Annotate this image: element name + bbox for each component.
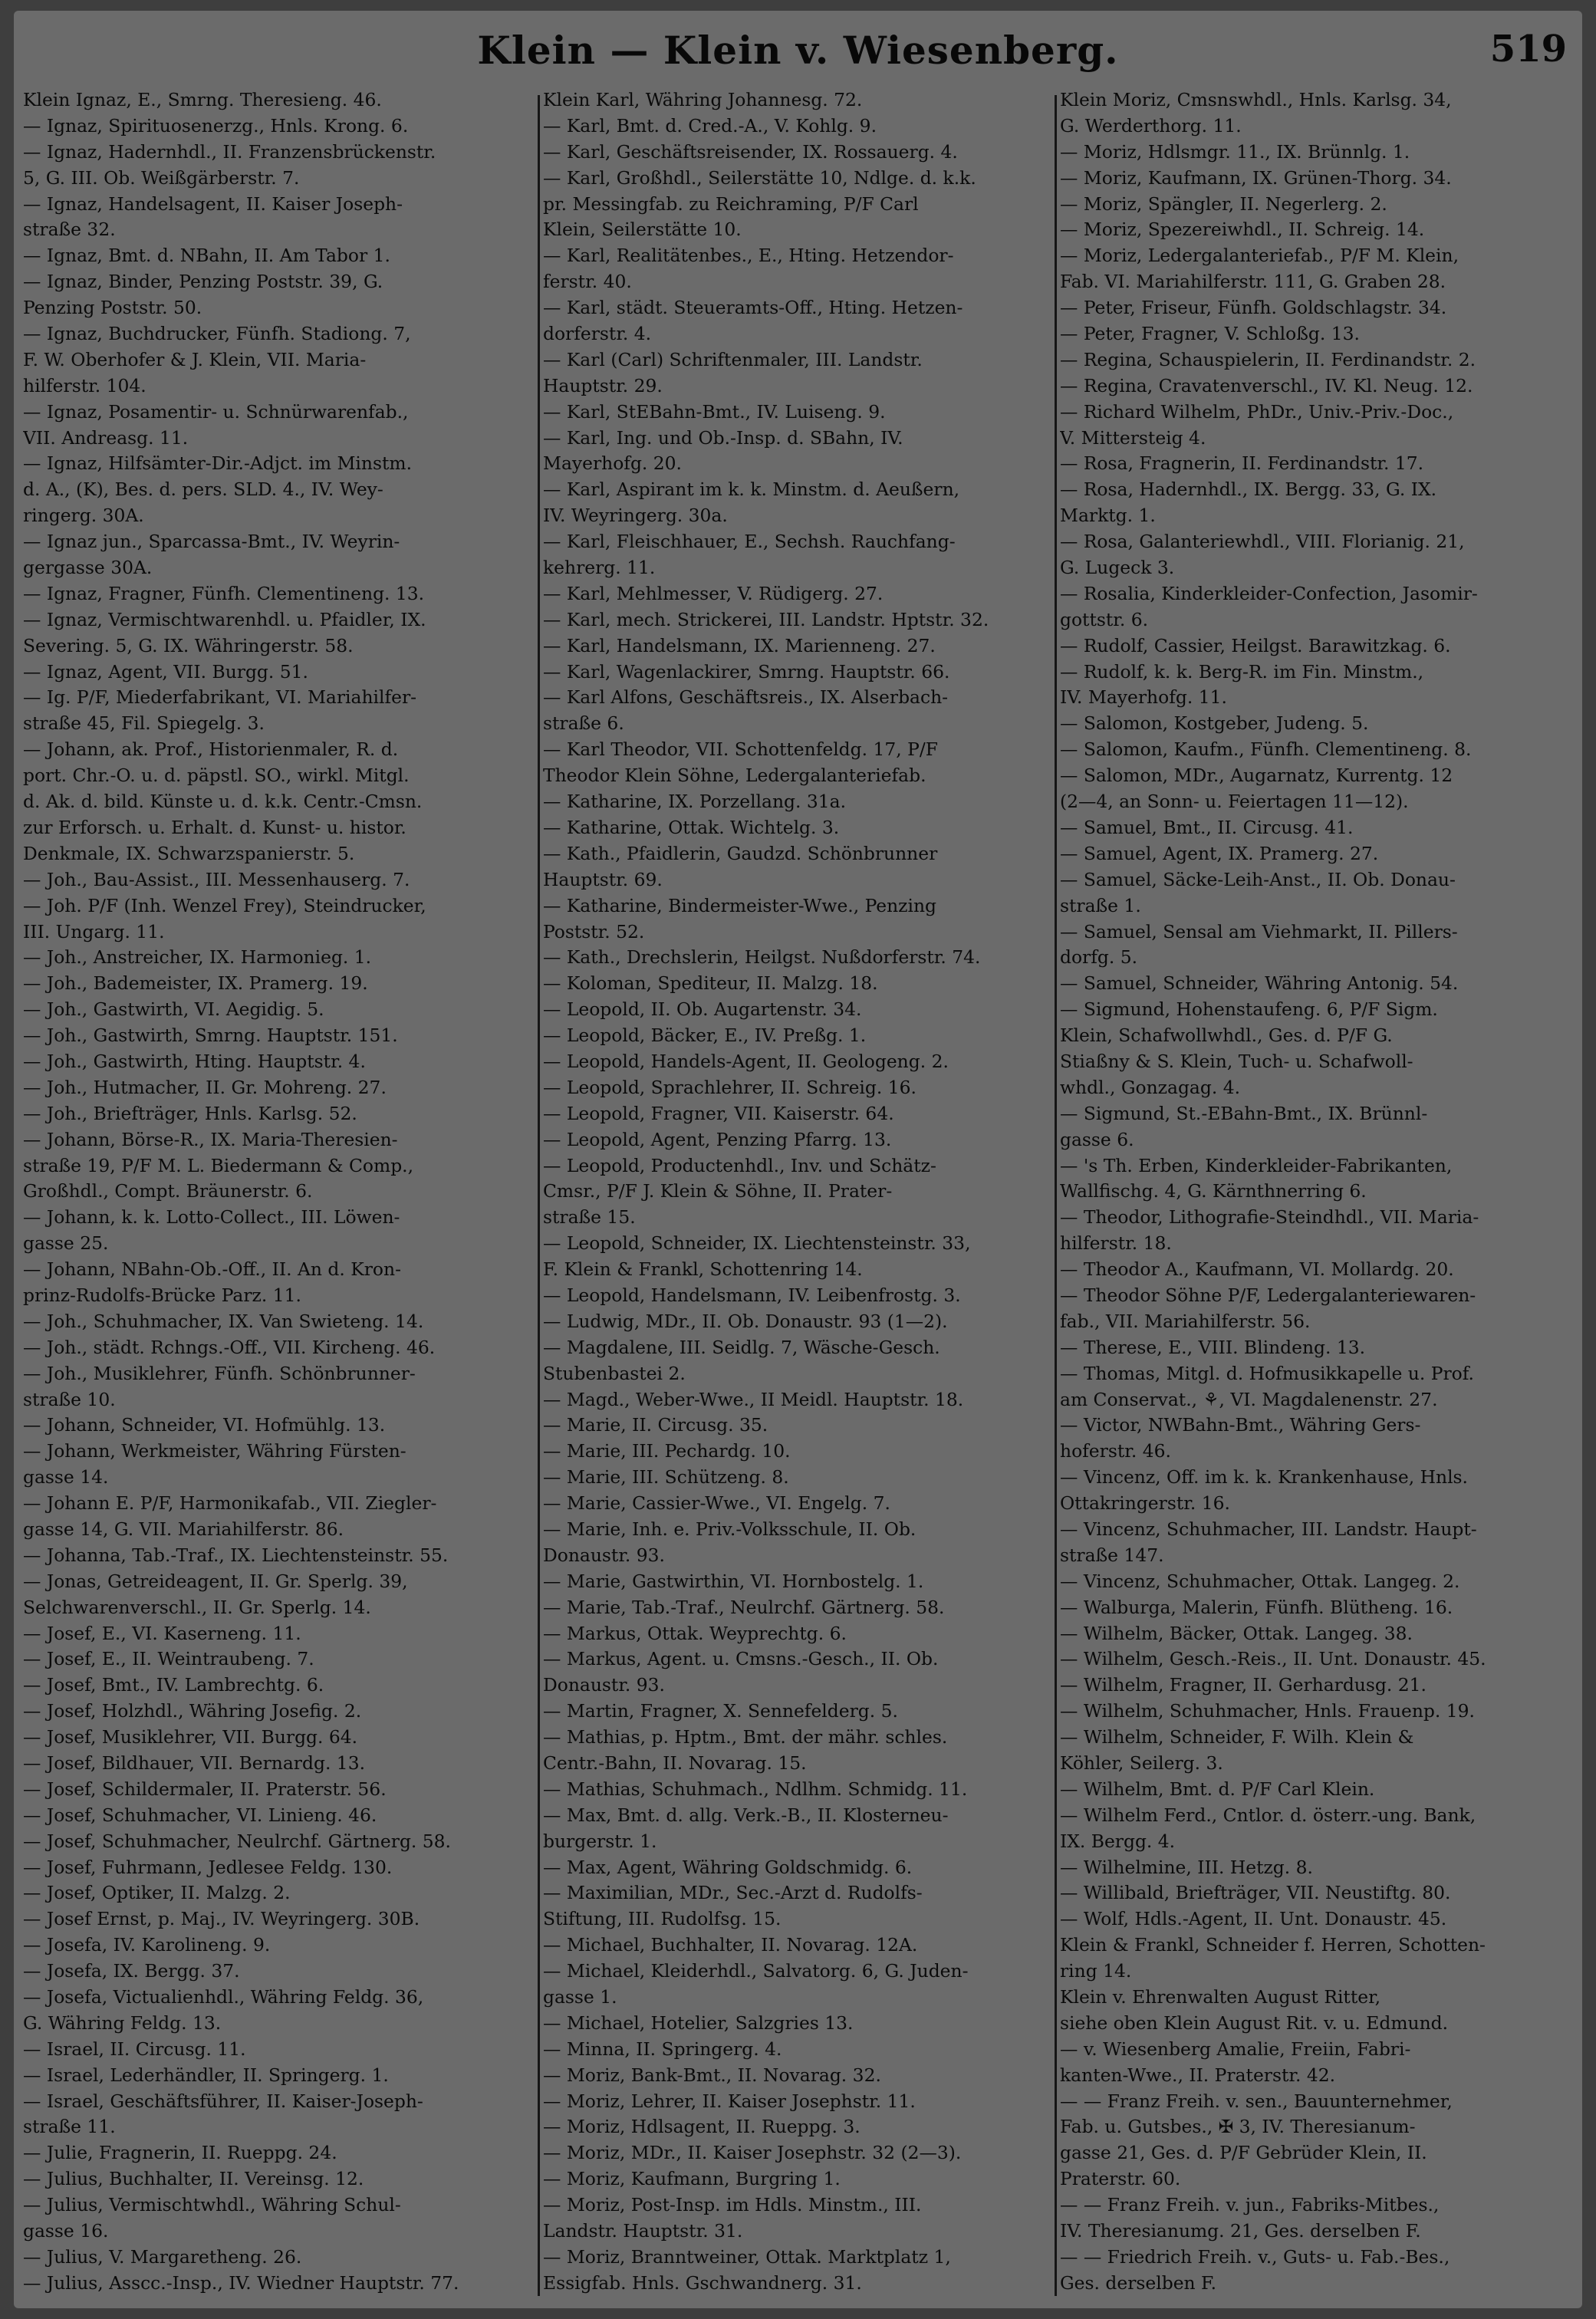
directory-entry-line: F. Klein & Frankl, Schottenring 14. [543,1258,863,1281]
directory-entry-line: — Rosa, Fragnerin, II. Ferdinandstr. 17. [1060,452,1424,475]
directory-entry-line: Centr.-Bahn, II. Novarag. 15. [543,1752,807,1774]
directory-entry-line: straße 10. [23,1388,116,1410]
directory-entry-line: — Joh., Schuhmacher, IX. Van Swieteng. 14. [23,1310,424,1332]
directory-entry-line: — Wilhelm, Gesch.-Reis., II. Unt. Donaustr. 45. [1060,1648,1486,1670]
directory-entry-line: — Joh., Gastwirth, Smrng. Hauptstr. 151. [23,1025,398,1047]
directory-entry-line: Klein, Seilerstätte 10. [543,219,742,241]
directory-entry-line: Penzing Poststr. 50. [23,297,202,319]
directory-entry-line: — Karl, Bmt. d. Cred.-A., V. Kohlg. 9. [543,114,877,137]
directory-entry-line: — Theodor Söhne P/F, Ledergalanteriewaren- [1060,1284,1476,1306]
directory-entry-line: — Moriz, Spängler, II. Negerlerg. 2. [1060,192,1387,215]
directory-entry-line: — Josef, Schuhmacher, Neulrchf. Gärtnerg. 58. [23,1830,451,1852]
directory-entry-line: — Ignaz, Binder, Penzing Poststr. 39, G. [23,271,383,293]
directory-entry-line: — Karl, StEBahn-Bmt., IV. Luiseng. 9. [543,400,886,423]
directory-entry-line: Hauptstr. 29. [543,374,663,396]
directory-entry-line: — Marie, III. Schützeng. 8. [543,1466,789,1488]
directory-entry-line: — Moriz, MDr., II. Kaiser Josephstr. 32 (2—3). [543,2142,962,2164]
directory-entry-line: — Samuel, Säcke-Leih-Anst., II. Ob. Donau- [1060,868,1456,890]
directory-entry-line: gasse 14. [23,1466,109,1488]
directory-entry-line: — Therese, E., VIII. Blindeng. 13. [1060,1336,1366,1358]
directory-entry-line: — Julius, V. Margaretheng. 26. [23,2245,302,2268]
directory-entry-line: — Josef, Schildermaler, II. Praterstr. 56. [23,1778,387,1800]
directory-entry-line: straße 1. [1060,894,1141,916]
directory-entry-line: pr. Messingfab. zu Reichraming, P/F Carl [543,192,919,215]
directory-entry-line: — Vincenz, Schuhmacher, Ottak. Langeg. 2. [1060,1570,1460,1592]
directory-entry-line: — Israel, Lederhändler, II. Springerg. 1. [23,2064,389,2086]
directory-entry-line: — Joh., Gastwirth, Hting. Hauptstr. 4. [23,1050,366,1072]
directory-entry-line: — Josef, Holzhdl., Währing Josefig. 2. [23,1700,362,1722]
directory-entry-line: — Michael, Kleiderhdl., Salvatorg. 6, G. Juden- [543,1960,969,1982]
directory-entry-line: ringerg. 30A. [23,505,144,527]
directory-entry-line: — Vincenz, Off. im k. k. Krankenhause, Hnls. [1060,1466,1468,1488]
directory-entry-line: — Marie, Gastwirthin, VI. Hornbostelg. 1. [543,1570,924,1592]
directory-entry-line: — Walburga, Malerin, Fünfh. Blütheng. 16. [1060,1596,1453,1618]
directory-entry-line: — Ignaz jun., Sparcassa-Bmt., IV. Weyrin- [23,531,400,553]
directory-entry-line: — Samuel, Schneider, Währing Antonig. 54. [1060,972,1459,995]
directory-entry-line: — Karl Theodor, VII. Schottenfeldg. 17, P/F [543,738,938,761]
directory-entry-line: dorferstr. 4. [543,323,652,345]
directory-entry-line: — Leopold, Fragner, VII. Kaiserstr. 64. [543,1102,894,1124]
directory-entry-line: IV. Weyringerg. 30a. [543,505,728,527]
directory-entry-line: Ges. derselben F. [1060,2271,1217,2294]
directory-entry-line: — Theodor A., Kaufmann, VI. Mollardg. 20. [1060,1258,1454,1281]
directory-entry-line: — Josef, Fuhrmann, Jedlesee Feldg. 130. [23,1856,393,1878]
directory-entry-line: gottstr. 6. [1060,608,1149,630]
directory-entry-line: — Jonas, Getreideagent, II. Gr. Sperlg. 39, [23,1570,408,1592]
page-header [14,11,1582,84]
directory-entry-line: Stiaßny & S. Klein, Tuch- u. Schafwoll- [1060,1050,1413,1072]
directory-entry-line: — Johann, k. k. Lotto-Collect., III. Löwen- [23,1206,400,1229]
directory-entry-line: — Karl, Ing. und Ob.-Insp. d. SBahn, IV. [543,426,903,449]
directory-entry-line: Klein, Schafwollwhdl., Ges. d. P/F G. [1060,1025,1393,1047]
directory-entry-line: — Karl, Fleischhauer, E., Sechsh. Rauchfang- [543,531,956,553]
directory-entry-line: — Marie, Cassier-Wwe., VI. Engelg. 7. [543,1492,890,1515]
directory-entry-line: — Salomon, Kaufm., Fünfh. Clementineng. 8. [1060,738,1472,761]
column-divider [1055,95,1057,2296]
directory-entry-line: — Moriz, Kaufmann, Burgring 1. [543,2168,841,2190]
directory-entry-line: — Leopold, Sprachlehrer, II. Schreig. 16. [543,1076,916,1098]
directory-entry-line: Denkmale, IX. Schwarzspanierstr. 5. [23,842,355,864]
directory-entry-line: Cmsr., P/F J. Klein & Söhne, II. Prater- [543,1180,893,1202]
directory-entry-line: am Conservat., ⚘, VI. Magdalenenstr. 27. [1060,1388,1438,1410]
directory-entry-line: — Karl, Handelsmann, IX. Marienneng. 27. [543,634,936,656]
directory-entry-line: Fab. VI. Mariahilferstr. 111, G. Graben 28. [1060,271,1446,293]
directory-entry-line: — Richard Wilhelm, PhDr., Univ.-Priv.-Doc., [1060,400,1454,423]
directory-entry-line: G. Werderthorg. 11. [1060,114,1242,137]
directory-entry-line: — Vincenz, Schuhmacher, III. Landstr. Haupt- [1060,1518,1477,1540]
directory-entry-line: — Magd., Weber-Wwe., II Meidl. Hauptstr. 18. [543,1388,964,1410]
directory-entry-line: — Johanna, Tab.-Traf., IX. Liechtensteinstr. 55. [23,1544,449,1566]
directory-entry-line: Essigfab. Hnls. Gschwandnerg. 31. [543,2271,862,2294]
directory-entry-line: Donaustr. 93. [543,1674,665,1696]
directory-entry-line: — Wilhelm, Schneider, F. Wilh. Klein & [1060,1726,1414,1748]
directory-entry-line: — Joh., Gastwirth, VI. Aegidig. 5. [23,998,324,1021]
directory-entry-line: Theodor Klein Söhne, Ledergalanteriefab. [543,765,926,787]
directory-entry-line: — Wilhelm, Bmt. d. P/F Carl Klein. [1060,1778,1375,1800]
directory-entry-line: — Joh., Bademeister, IX. Pramerg. 19. [23,972,368,995]
directory-entry-line: Praterstr. 60. [1060,2168,1181,2190]
directory-entry-line: gergasse 30A. [23,557,153,579]
directory-entry-line: fab., VII. Mariahilferstr. 56. [1060,1310,1311,1332]
directory-entry-line: Donaustr. 93. [543,1544,665,1566]
directory-entry-line: — Samuel, Sensal am Viehmarkt, II. Pillers- [1060,920,1458,942]
directory-entry-line: — Ignaz, Posamentir- u. Schnürwarenfab., [23,400,409,423]
directory-entry-line: port. Chr.-O. u. d. päpstl. SO., wirkl. Mitgl. [23,765,410,787]
directory-entry-line: gasse 25. [23,1232,109,1255]
directory-entry-line: — Ignaz, Buchdrucker, Fünfh. Stadiong. 7, [23,323,411,345]
directory-entry-line: — 's Th. Erben, Kinderkleider-Fabrikanten, [1060,1154,1453,1176]
directory-entry-line: — Leopold, Handelsmann, IV. Leibenfrostg. 3. [543,1284,961,1306]
directory-entry-line: — Regina, Cravatenverschl., IV. Kl. Neug. 12. [1060,374,1473,396]
directory-entry-line: — — Friedrich Freih. v., Guts- u. Fab.-Bes., [1060,2245,1450,2268]
directory-entry-line: — Regina, Schauspielerin, II. Ferdinandstr. 2. [1060,348,1476,370]
directory-entry-line: — Max, Bmt. d. allg. Verk.-B., II. Klosterneu- [543,1804,949,1826]
directory-entry-line: — Johann, Werkmeister, Währing Fürsten- [23,1440,406,1462]
directory-page [14,11,1582,2308]
directory-entry-line: — Sigmund, Hohenstaufeng. 6, P/F Sigm. [1060,998,1438,1021]
directory-entry-line: — Josef, E., VI. Kaserneng. 11. [23,1622,301,1644]
directory-entry-line: — Joh. P/F (Inh. Wenzel Frey), Steindrucker, [23,894,426,916]
directory-entry-line: Ottakringerstr. 16. [1060,1492,1230,1515]
page-number: 519 [1489,28,1567,71]
directory-entry-line: — Thomas, Mitgl. d. Hofmusikkapelle u. Prof. [1060,1362,1474,1384]
directory-entry-line: — Ignaz, Hadernhdl., II. Franzensbrückenstr. [23,140,436,163]
directory-entry-line: Wallfischg. 4, G. Kärnthnerring 6. [1060,1180,1367,1202]
directory-entry-line: d. Ak. d. bild. Künste u. d. k.k. Centr.-Cmsn. [23,791,423,813]
directory-entry-line: — Wilhelm, Schuhmacher, Hnls. Frauenp. 19. [1060,1700,1475,1722]
directory-entry-line: VII. Andreasg. 11. [23,426,189,449]
directory-entry-line: — Ignaz, Agent, VII. Burgg. 51. [23,660,308,683]
directory-entry-line: zur Erforsch. u. Erhalt. d. Kunst- u. histor. [23,816,406,838]
directory-entry-line: — — Franz Freih. v. jun., Fabriks-Mitbes., [1060,2194,1440,2216]
directory-entry-line: — Josef, Schuhmacher, VI. Linieng. 46. [23,1804,377,1826]
directory-entry-line: Mayerhofg. 20. [543,452,682,475]
directory-entry-line: — Leopold, Productenhdl., Inv. und Schätz- [543,1154,936,1176]
directory-entry-line: V. Mittersteig 4. [1060,426,1206,449]
page-title: Klein — Klein v. Wiesenberg. [477,28,1119,73]
directory-entry-line: — Martin, Fragner, X. Sennefelderg. 5. [543,1700,898,1722]
directory-entry-line: — Josef, Musiklehrer, VII. Burgg. 64. [23,1726,358,1748]
directory-entry-line: — Wilhelm, Fragner, II. Gerhardusg. 21. [1060,1674,1427,1696]
directory-entry-line: — Katharine, Ottak. Wichtelg. 3. [543,816,840,838]
directory-entry-line: — Katharine, Bindermeister-Wwe., Penzing [543,894,937,916]
directory-entry-line: dorfg. 5. [1060,946,1138,969]
directory-entry-line: hoferstr. 46. [1060,1440,1171,1462]
directory-entry-line: straße 19, P/F M. L. Biedermann & Comp., [23,1154,414,1176]
directory-entry-line: — Josef, Bmt., IV. Lambrechtg. 6. [23,1674,324,1696]
directory-entry-line: Severing. 5, G. IX. Währingerstr. 58. [23,634,354,656]
directory-entry-line: — Karl, mech. Strickerei, III. Landstr. Hptstr. 32. [543,608,989,630]
directory-entry-line: — Karl, Realitätenbes., E., Hting. Hetzendor- [543,245,954,267]
directory-entry-line: Klein Moriz, Cmsnswhdl., Hnls. Karlsg. 34, [1060,89,1452,110]
directory-entry-line: — Karl, Geschäftsreisender, IX. Rossauerg. 4. [543,140,958,163]
directory-entry-line: — Johann E. P/F, Harmonikafab., VII. Ziegler- [23,1492,437,1515]
directory-entry-line: — Rosa, Hadernhdl., IX. Bergg. 33, G. IX. [1060,479,1437,501]
directory-entry-line: ferstr. 40. [543,271,632,293]
directory-entry-line: — Joh., Briefträger, Hnls. Karlsg. 52. [23,1102,357,1124]
directory-entry-line: — Johann, Schneider, VI. Hofmühlg. 13. [23,1414,386,1436]
directory-entry-line: — Josef, Bildhauer, VII. Bernardg. 13. [23,1752,366,1774]
directory-entry-line: — Marie, III. Pechardg. 10. [543,1440,791,1462]
directory-entry-line: — Julius, Vermischtwhdl., Währing Schul- [23,2194,401,2216]
directory-entry-line: burgerstr. 1. [543,1830,657,1852]
directory-entry-line: straße 32. [23,219,116,241]
directory-entry-line: ring 14. [1060,1960,1132,1982]
directory-entry-line: G. Lugeck 3. [1060,557,1175,579]
directory-entry-line: hilferstr. 104. [23,374,146,396]
directory-entry-line: — Moriz, Branntweiner, Ottak. Marktplatz 1, [543,2245,951,2268]
directory-entry-line: IX. Bergg. 4. [1060,1830,1176,1852]
directory-entry-line: — Julius, Asscc.-Insp., IV. Wiedner Hauptstr. 77. [23,2271,459,2294]
directory-entry-line: — — Franz Freih. v. sen., Bauunternehmer, [1060,2090,1453,2112]
directory-entry-line: — Ignaz, Handelsagent, II. Kaiser Joseph- [23,192,403,215]
directory-entry-line: Klein v. Ehrenwalten August Ritter, [1060,1986,1381,2008]
directory-entry-line: — Johann, Börse-R., IX. Maria-Theresien- [23,1128,398,1150]
directory-entry-line: — Joh., städt. Rchngs.-Off., VII. Kircheng. 46. [23,1336,436,1358]
directory-entry-line: — Mathias, Schuhmach., Ndlhm. Schmidg. 11. [543,1778,968,1800]
directory-entry-line: — Joh., Musiklehrer, Fünfh. Schönbrunner- [23,1362,416,1384]
directory-entry-line: — Moriz, Post-Insp. im Hdls. Minstm., III. [543,2194,922,2216]
directory-entry-line: — Katharine, IX. Porzellang. 31a. [543,791,847,813]
directory-entry-line: — Rosa, Galanteriewhdl., VIII. Florianig. 21, [1060,531,1465,553]
directory-entry-line: — Karl, Wagenlackirer, Smrng. Hauptstr. 66. [543,660,950,683]
directory-entry-line: — Karl, Großhdl., Seilerstätte 10, Ndlge. d. k.k. [543,166,976,189]
directory-entry-line: (2—4, an Sonn- u. Feiertagen 11—12). [1060,791,1409,813]
directory-entry-line: — Mathias, p. Hptm., Bmt. der mähr. schles. [543,1726,948,1748]
directory-entry-line: — Josef Ernst, p. Maj., IV. Weyringerg. 30B. [23,1908,420,1930]
directory-entry-line: Stubenbastei 2. [543,1362,686,1384]
directory-entry-line: — Ignaz, Spirituosenerzg., Hnls. Krong. 6. [23,114,409,137]
directory-entry-line: whdl., Gonzagag. 4. [1060,1076,1241,1098]
directory-entry-line: — Kath., Pfaidlerin, Gaudzd. Schönbrunner [543,842,938,864]
directory-entry-line: — Josef, E., II. Weintraubeng. 7. [23,1648,314,1670]
directory-entry-line: — Moriz, Kaufmann, IX. Grünen-Thorg. 34. [1060,166,1452,189]
directory-entry-line: Hauptstr. 69. [543,868,663,890]
directory-entry-line: — Karl, Mehlmesser, V. Rüdigerg. 27. [543,582,884,604]
directory-entry-line: — Moriz, Lehrer, II. Kaiser Josephstr. 11. [543,2090,916,2112]
directory-entry-line: Selchwarenverschl., II. Gr. Sperlg. 14. [23,1596,371,1618]
directory-entry-line: — Michael, Hotelier, Salzgries 13. [543,2011,854,2034]
column-divider [538,95,540,2296]
directory-entry-line: G. Währing Feldg. 13. [23,2011,222,2034]
directory-entry-line: — Rudolf, Cassier, Heilgst. Barawitzkag. 6. [1060,634,1451,656]
directory-entry-line: — Ludwig, MDr., II. Ob. Donaustr. 93 (1—2). [543,1310,948,1332]
directory-entry-line: — Wilhelmine, III. Hetzg. 8. [1060,1856,1313,1878]
directory-entry-line: — v. Wiesenberg Amalie, Freiin, Fabri- [1060,2038,1411,2060]
directory-entry-line: — Leopold, Schneider, IX. Liechtensteinstr. 33, [543,1232,971,1255]
directory-entry-line: — Julius, Buchhalter, II. Vereinsg. 12. [23,2168,364,2190]
directory-entry-line: Köhler, Seilerg. 3. [1060,1752,1223,1774]
directory-entry-line: 5, G. III. Ob. Weißgärberstr. 7. [23,166,300,189]
directory-entry-line: — Kath., Drechslerin, Heilgst. Nußdorferstr. 74. [543,946,981,969]
column-right [1060,87,1581,2296]
directory-entry-line: — Victor, NWBahn-Bmt., Währing Gers- [1060,1414,1421,1436]
directory-entry-line: — Israel, II. Circusg. 11. [23,2038,246,2060]
directory-entry-line: Marktg. 1. [1060,505,1156,527]
directory-entry-line: — Koloman, Spediteur, II. Malzg. 18. [543,972,878,995]
directory-entry-line: hilferstr. 18. [1060,1232,1172,1255]
directory-entry-line: — Joh., Hutmacher, II. Gr. Mohreng. 27. [23,1076,387,1098]
directory-entry-line: — Johann, ak. Prof., Historienmaler, R. d. [23,738,399,761]
directory-entry-line: Klein & Frankl, Schneider f. Herren, Schotten- [1060,1934,1486,1956]
directory-entry-line: — Karl Alfons, Geschäftsreis., IX. Alserbach- [543,686,949,709]
directory-entry-line: Poststr. 52. [543,920,645,942]
directory-entry-line: straße 6. [543,712,624,735]
directory-entry-line: — Johann, NBahn-Ob.-Off., II. An d. Kron- [23,1258,401,1281]
directory-entry-line: — Max, Agent, Währing Goldschmidg. 6. [543,1856,913,1878]
directory-entry-line: — Ignaz, Hilfsämter-Dir.-Adjct. im Minstm. [23,452,412,475]
directory-entry-line: — Karl, Aspirant im k. k. Minstm. d. Aeußern, [543,479,960,501]
directory-entry-line: d. A., (K), Bes. d. pers. SLD. 4., IV. Wey- [23,479,383,501]
directory-entry-line: kanten-Wwe., II. Praterstr. 42. [1060,2064,1336,2086]
directory-entry-line: kehrerg. 11. [543,557,656,579]
column-middle [543,87,1065,2296]
directory-entry-line: — Karl, städt. Steueramts-Off., Hting. Hetzen- [543,297,963,319]
directory-entry-line: — Minna, II. Springerg. 4. [543,2038,782,2060]
directory-entry-line: — Joh., Anstreicher, IX. Harmonieg. 1. [23,946,372,969]
directory-entry-line: — Samuel, Agent, IX. Pramerg. 27. [1060,842,1379,864]
directory-entry-line: — Ignaz, Vermischtwarenhdl. u. Pfaidler, IX. [23,608,426,630]
directory-entry-line: gasse 6. [1060,1128,1134,1150]
directory-entry-line: — Moriz, Ledergalanteriefab., P/F M. Klein, [1060,245,1459,267]
directory-entry-line: — Samuel, Bmt., II. Circusg. 41. [1060,816,1354,838]
directory-entry-line: — Rudolf, k. k. Berg-R. im Fin. Minstm., [1060,660,1424,683]
directory-entry-line: — Magdalene, III. Seidlg. 7, Wäsche-Gesch. [543,1336,940,1358]
directory-entry-line: — Michael, Buchhalter, II. Novarag. 12A. [543,1934,918,1956]
directory-entry-line: IV. Theresianumg. 21, Ges. derselben F. [1060,2220,1421,2242]
directory-entry-line: — Sigmund, St.-EBahn-Bmt., IX. Brünnl- [1060,1102,1428,1124]
directory-entry-line: gasse 21, Ges. d. P/F Gebrüder Klein, II. [1060,2142,1427,2164]
directory-entry-line: siehe oben Klein August Rit. v. u. Edmund. [1060,2011,1449,2034]
directory-entry-line: — Josefa, IX. Bergg. 37. [23,1960,240,1982]
directory-entry-line: — Markus, Ottak. Weyprechtg. 6. [543,1622,847,1644]
directory-entry-line: Fab. u. Gutsbes., ✠ 3, IV. Theresianum- [1060,2116,1416,2138]
directory-entry-line: — Wilhelm Ferd., Cntlor. d. österr.-ung. Bank, [1060,1804,1476,1826]
directory-entry-line: — Maximilian, MDr., Sec.-Arzt d. Rudolfs- [543,1882,923,1904]
directory-entry-line: — Joh., Bau-Assist., III. Messenhauserg. 7. [23,868,410,890]
directory-entry-line: — Wilhelm, Bäcker, Ottak. Langeg. 38. [1060,1622,1413,1644]
directory-entry-line: — Marie, Tab.-Traf., Neulrchf. Gärtnerg. 58. [543,1596,945,1618]
directory-entry-line: — Marie, Inh. e. Priv.-Volksschule, II. Ob. [543,1518,916,1540]
directory-entry-line: IV. Mayerhofg. 11. [1060,686,1227,709]
directory-entry-line: — Marie, II. Circusg. 35. [543,1414,768,1436]
directory-entry-line: — Rosalia, Kinderkleider-Confection, Jasomir- [1060,582,1478,604]
directory-entry-line: — Israel, Geschäftsführer, II. Kaiser-Joseph- [23,2090,423,2112]
directory-entry-line: straße 45, Fil. Spiegelg. 3. [23,712,265,735]
directory-entry-line: F. W. Oberhofer & J. Klein, VII. Maria- [23,348,367,370]
directory-entry-line: — Josef, Optiker, II. Malzg. 2. [23,1882,291,1904]
directory-entry-line: gasse 16. [23,2220,109,2242]
directory-entry-line: — Moriz, Bank-Bmt., II. Novarag. 32. [543,2064,881,2086]
directory-entry-line: — Josefa, Victualienhdl., Währing Feldg. 36, [23,1986,424,2008]
directory-entry-line: — Leopold, II. Ob. Augartenstr. 34. [543,998,862,1021]
column-left [23,87,545,2296]
directory-entry-line: — Ig. P/F, Miederfabrikant, VI. Mariahilfer- [23,686,417,709]
directory-entry-line: — Moriz, Hdlsagent, II. Rueppg. 3. [543,2116,861,2138]
directory-entry-line: — Ignaz, Bmt. d. NBahn, II. Am Tabor 1. [23,245,390,267]
directory-entry-line: — Salomon, Kostgeber, Judeng. 5. [1060,712,1369,735]
directory-entry-line: — Theodor, Lithografie-Steindhdl., VII. Maria- [1060,1206,1479,1229]
directory-entry-line: straße 11. [23,2116,116,2138]
directory-entry-line: gasse 1. [543,1986,617,2008]
directory-entry-line: straße 15. [543,1206,636,1229]
directory-entry-line: — Moriz, Hdlsmgr. 11., IX. Brünnlg. 1. [1060,140,1410,163]
directory-entry-line: — Leopold, Agent, Penzing Pfarrg. 13. [543,1128,892,1150]
directory-entry-line: — Markus, Agent. u. Cmsns.-Gesch., II. Ob. [543,1648,939,1670]
directory-entry-line: Großhdl., Compt. Bräunerstr. 6. [23,1180,313,1202]
directory-entry-line: Klein Karl, Währing Johannesg. 72. [543,89,863,110]
directory-entry-line: — Ignaz, Fragner, Fünfh. Clementineng. 13. [23,582,425,604]
directory-entry-line: — Peter, Friseur, Fünfh. Goldschlagstr. 34. [1060,297,1447,319]
directory-entry-line: Klein Ignaz, E., Smrng. Theresieng. 46. [23,89,382,110]
directory-entry-line: — Leopold, Bäcker, E., IV. Preßg. 1. [543,1025,867,1047]
directory-entry-line: — Willibald, Briefträger, VII. Neustiftg. 80. [1060,1882,1451,1904]
directory-entry-line: Landstr. Hauptstr. 31. [543,2220,743,2242]
directory-entry-line: — Salomon, MDr., Augarnatz, Kurrentg. 12 [1060,765,1453,787]
directory-entry-line: straße 147. [1060,1544,1164,1566]
directory-entry-line: — Julie, Fragnerin, II. Rueppg. 24. [23,2142,337,2164]
directory-entry-line: — Wolf, Hdls.-Agent, II. Unt. Donaustr. 45. [1060,1908,1447,1930]
directory-entry-line: prinz-Rudolfs-Brücke Parz. 11. [23,1284,301,1306]
directory-entry-line: — Leopold, Handels-Agent, II. Geologeng. 2. [543,1050,949,1072]
directory-entry-line: Stiftung, III. Rudolfsg. 15. [543,1908,782,1930]
directory-entry-line: III. Ungarg. 11. [23,920,165,942]
directory-entry-line: — Karl (Carl) Schriftenmaler, III. Landstr. [543,348,923,370]
directory-entry-line: — Josefa, IV. Karolineng. 9. [23,1934,271,1956]
directory-entry-line: — Peter, Fragner, V. Schloßg. 13. [1060,323,1360,345]
directory-entry-line: gasse 14, G. VII. Mariahilferstr. 86. [23,1518,344,1540]
directory-entry-line: — Moriz, Spezereiwhdl., II. Schreig. 14. [1060,219,1425,241]
